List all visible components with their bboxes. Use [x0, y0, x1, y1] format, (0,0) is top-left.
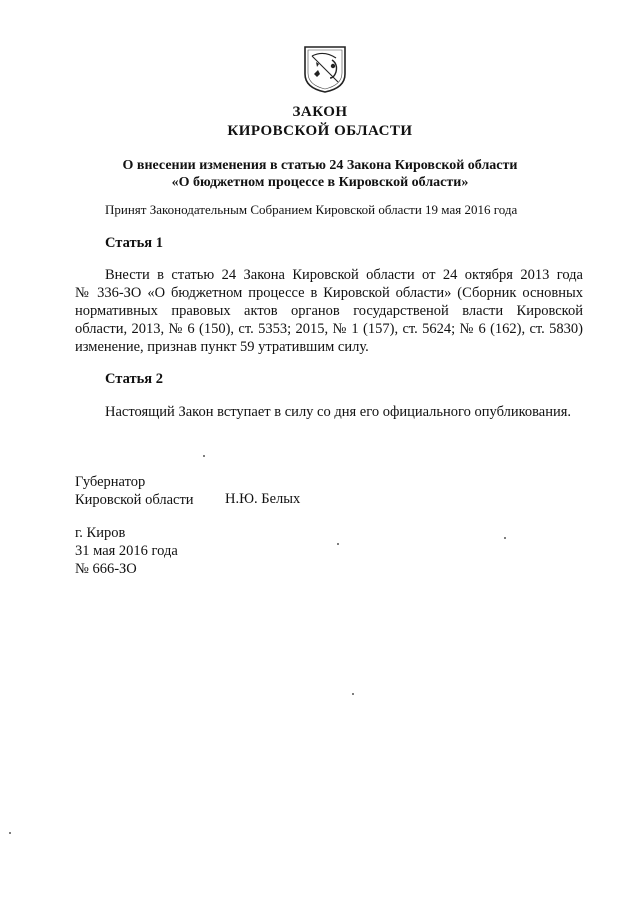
signatory-title-line-2: Кировской области — [75, 492, 194, 508]
article-1-line: Внести в статью 24 Закона Кировской области от 24 октября 2013 года — [105, 267, 583, 283]
signatory-name: Н.Ю. Белых — [225, 491, 301, 507]
footer-date: 31 мая 2016 года — [75, 543, 178, 559]
article-1-line: области, 2013, № 6 (150), ст. 5353; 2015, № 1 (157), ст. 5624; № 6 (162), ст. 5830) — [75, 321, 583, 337]
article-1-line: нормативных правовых актов органов государственой власти Кировской — [75, 303, 583, 319]
scan-speck — [352, 693, 354, 695]
article-1-text — [75, 266, 583, 356]
footer-city: г. Киров — [75, 525, 126, 541]
document-footer — [75, 524, 178, 578]
law-subject-line-1: О внесении изменения в статью 24 Закона Кировской области — [122, 158, 518, 173]
footer-number: № 666-ЗО — [75, 561, 137, 577]
document-type: ЗАКОН — [292, 104, 348, 120]
kirov-oblast-coat-of-arms-icon — [302, 44, 348, 94]
scan-speck — [504, 537, 506, 539]
article-1-line: изменение, признав пункт 59 утратившим силу. — [75, 339, 369, 355]
scan-speck — [203, 455, 205, 457]
adoption-statement: Принят Законодательным Собранием Кировской области 19 мая 2016 года — [105, 202, 518, 217]
scan-speck — [9, 832, 11, 834]
article-2-heading: Статья 2 — [105, 371, 163, 387]
article-1-line: № 336-ЗО «О бюджетном процессе в Кировской области» (Сборник основных — [75, 285, 583, 301]
article-2-line: Настоящий Закон вступает в силу со дня его официального опубликования. — [105, 404, 572, 420]
region-name: КИРОВСКОЙ ОБЛАСТИ — [227, 123, 413, 139]
signatory-title-line-1: Губернатор — [75, 474, 146, 490]
article-2-text — [75, 403, 583, 421]
signatory-title — [75, 473, 194, 509]
article-1-heading: Статья 1 — [105, 235, 163, 251]
scan-speck — [337, 543, 339, 545]
law-subject-line-2: «О бюджетном процессе в Кировской области» — [171, 175, 469, 190]
